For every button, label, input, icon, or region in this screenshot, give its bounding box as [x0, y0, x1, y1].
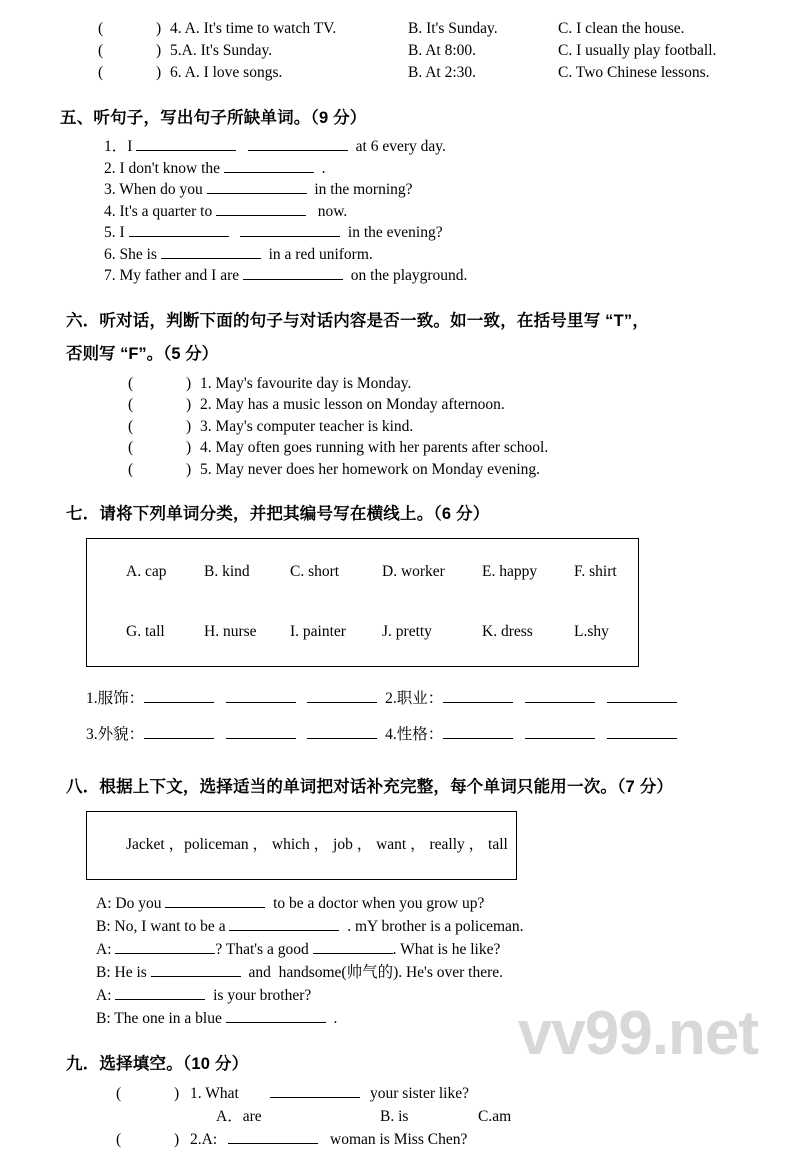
word-option: C. short: [290, 563, 340, 580]
paren-right: ): [156, 64, 162, 81]
answer-blank[interactable]: [248, 136, 348, 151]
list-item: [104, 158, 748, 180]
answer-blank[interactable]: [226, 724, 296, 739]
line-tail: is your brother?: [213, 987, 312, 1004]
item-tail: in the evening?: [347, 224, 443, 241]
list-item: [104, 179, 748, 201]
dialogue-line: [96, 1007, 748, 1030]
answer-blank[interactable]: [207, 179, 307, 194]
word-bank-row: [95, 815, 508, 875]
word-option: B. kind: [204, 563, 250, 580]
section-6-heading-line2: 否则写 “F”。（5 分）: [66, 344, 219, 363]
answer-blank[interactable]: [129, 222, 229, 237]
choice-c: C.am: [478, 1108, 512, 1125]
answer-blank[interactable]: [525, 688, 595, 703]
dialogue-line: [96, 961, 748, 984]
paren-left: (: [128, 460, 134, 478]
item-tail: now.: [317, 202, 348, 220]
speaker-text: A:: [96, 987, 112, 1004]
item-text: 4. It's a quarter to: [104, 202, 213, 220]
line-tail: to be a doctor when you grow up?: [273, 895, 485, 912]
word-option: E. happy: [482, 563, 538, 580]
answer-blank[interactable]: [226, 1008, 326, 1023]
choice-b: B. At 8:00.: [408, 42, 477, 59]
choice-c: C. I clean the house.: [558, 20, 685, 37]
speaker-text: B: The one in a blue: [96, 1010, 222, 1027]
item-text: 1. What: [190, 1085, 239, 1102]
category-label: 2.职业：: [385, 690, 444, 707]
watermark: vv99.net: [517, 999, 758, 1068]
item-text: 4. May often goes running with her parents after school.: [200, 439, 549, 456]
list-item: [104, 201, 748, 223]
paren-right: ): [186, 460, 192, 478]
option-row: [98, 1105, 748, 1128]
item-tail: your sister like?: [370, 1085, 470, 1102]
item-tail: in the morning?: [314, 181, 413, 198]
table-row: [98, 40, 748, 62]
answer-blank[interactable]: [216, 201, 306, 216]
paren-right: ): [186, 396, 192, 413]
word-option: J. pretty: [382, 623, 432, 640]
answer-blank[interactable]: [307, 688, 377, 703]
section-9-items: [98, 1082, 748, 1151]
paren-left: (: [128, 396, 134, 413]
answer-blank[interactable]: [226, 688, 296, 703]
answer-blank[interactable]: [144, 688, 214, 703]
item-text: 5. May never does her homework on Monday evening.: [200, 460, 541, 478]
item-text: 1．I: [104, 138, 133, 155]
item-text: 1. May's favourite day is Monday.: [200, 374, 412, 392]
word-bank-dialogue: [86, 811, 517, 880]
answer-blank[interactable]: [161, 244, 261, 259]
word-option: F. shirt: [574, 563, 617, 580]
speaker-text: A:: [96, 941, 112, 958]
answer-blank[interactable]: [144, 724, 214, 739]
paren-left: (: [98, 64, 104, 81]
item-text: 2.A:: [190, 1131, 218, 1148]
category-label: 3.外貌：: [86, 726, 145, 743]
word-option: G. tall: [126, 623, 165, 640]
paren-right: ): [186, 417, 192, 435]
item-tail: at 6 every day.: [355, 138, 446, 155]
answer-blank[interactable]: [607, 688, 677, 703]
paren-right: ): [174, 1085, 180, 1102]
paren-right: ): [156, 20, 162, 37]
paren-left: (: [128, 439, 134, 456]
item-text: 3. When do you: [104, 181, 203, 198]
paren-left: (: [98, 42, 104, 59]
section-6-heading-line1: 六．听对话，判断下面的句子与对话内容是否一致。如一致，在括号里写 “T”，: [66, 311, 650, 330]
item-text: 3. May's computer teacher is kind.: [200, 417, 414, 435]
item-tail: on the playground.: [350, 267, 468, 284]
list-item: [98, 373, 748, 395]
section-8-heading: 八．根据上下文，选择适当的单词把对话补充完整，每个单词只能用一次。（7 分）: [66, 778, 674, 796]
choice-a: 5.A. It's Sunday.: [170, 42, 273, 59]
classify-row: [86, 681, 748, 717]
item-text: 5. I: [104, 224, 125, 241]
paren-right: ): [174, 1131, 180, 1148]
section-6-items: [98, 373, 748, 481]
list-item: [98, 1128, 748, 1151]
list-item: [98, 459, 748, 481]
line-tail: . mY brother is a policeman.: [347, 918, 524, 935]
listening-mc-continued: [98, 18, 748, 84]
answer-blank[interactable]: [243, 265, 343, 280]
list-item: [98, 437, 748, 459]
table-row: [98, 62, 748, 84]
answer-blank[interactable]: [443, 688, 513, 703]
word-option: I. painter: [290, 623, 346, 640]
list-item: [104, 265, 748, 287]
paren-right: ): [156, 42, 162, 59]
paren-left: (: [98, 20, 104, 37]
list-item: [104, 136, 748, 158]
speaker-text: B: He is: [96, 964, 147, 981]
answer-blank[interactable]: [224, 158, 314, 173]
word-bank-classify: [86, 538, 639, 667]
answer-blank[interactable]: [443, 724, 513, 739]
item-tail: in a red uniform.: [268, 245, 373, 263]
answer-blank[interactable]: [229, 916, 339, 931]
paren-left: (: [116, 1131, 122, 1148]
word-options: Jacket ，policeman ， which ， job ， want ， really ， tall: [126, 836, 508, 853]
word-option: A. cap: [126, 563, 167, 580]
choice-b: B. It's Sunday.: [408, 20, 498, 37]
item-text: 2. I don't know the: [104, 159, 221, 177]
item-text: 2. May has a music lesson on Monday afternoon.: [200, 396, 505, 413]
choice-a: 4. A. It's time to watch TV.: [170, 20, 337, 37]
answer-blank[interactable]: [525, 724, 595, 739]
answer-blank[interactable]: [151, 962, 241, 977]
line-tail: . What is he like?: [392, 941, 501, 958]
item-text: 7. My father and I are: [104, 267, 240, 284]
answer-blank[interactable]: [136, 136, 236, 151]
answer-blank[interactable]: [165, 893, 265, 908]
list-item: [98, 416, 748, 438]
dialogue-line: [96, 938, 748, 961]
category-label: 4.性格：: [385, 726, 444, 743]
line-mid: ? That's a good: [215, 941, 309, 958]
dialogue-line: [96, 984, 748, 1007]
answer-blank[interactable]: [115, 985, 205, 1000]
word-option: H. nurse: [204, 623, 257, 640]
choice-b: B. is: [380, 1108, 409, 1125]
item-tail: woman is Miss Chen?: [330, 1131, 468, 1148]
answer-blank[interactable]: [240, 222, 340, 237]
choice-a: 6. A. I love songs.: [170, 64, 283, 81]
line-mid: and handsome(帅气的). He's over there.: [248, 964, 504, 981]
word-bank-row: [95, 542, 630, 602]
list-item: [104, 244, 748, 266]
classify-row: [86, 717, 748, 753]
word-option: L.shy: [574, 623, 609, 640]
choice-b: B. At 2:30.: [408, 64, 477, 81]
section-7-answers: [86, 681, 748, 753]
item-tail: .: [321, 159, 326, 177]
speaker-text: B: No, I want to be a: [96, 918, 226, 935]
paren-right: ): [186, 439, 192, 456]
table-row: [98, 18, 748, 40]
line-tail: .: [333, 1010, 338, 1027]
word-option: D. worker: [382, 563, 445, 580]
answer-blank[interactable]: [307, 724, 377, 739]
word-option: K. dress: [482, 623, 533, 640]
answer-blank[interactable]: [115, 939, 215, 954]
paren-left: (: [128, 417, 134, 435]
choice-a: A．are: [216, 1108, 262, 1125]
paren-left: (: [128, 374, 134, 392]
item-text: 6. She is: [104, 245, 157, 263]
list-item: [104, 222, 748, 244]
section-7-heading: 七．请将下列单词分类，并把其编号写在横线上。（6 分）: [66, 505, 490, 523]
answer-blank[interactable]: [313, 939, 393, 954]
answer-blank[interactable]: [270, 1083, 360, 1098]
list-item: [98, 1082, 748, 1105]
list-item: [98, 394, 748, 416]
section-9-heading: 九．选择填空。（10 分）: [66, 1055, 249, 1073]
paren-left: (: [116, 1085, 122, 1102]
section-5-items: [104, 136, 748, 287]
dialogue-line: [96, 915, 748, 938]
choice-c: C. Two Chinese lessons.: [558, 64, 710, 81]
category-label: 1.服饰：: [86, 690, 145, 707]
speaker-text: A: Do you: [96, 895, 162, 912]
choice-c: C. I usually play football.: [558, 42, 717, 59]
word-bank-row: [95, 602, 630, 662]
paren-right: ): [186, 374, 192, 392]
section-8-dialogue: [96, 892, 748, 1030]
dialogue-line: [96, 892, 748, 915]
section-5-heading: 五、听句子，写出句子所缺单词。（9 分）: [60, 109, 367, 127]
answer-blank[interactable]: [607, 724, 677, 739]
